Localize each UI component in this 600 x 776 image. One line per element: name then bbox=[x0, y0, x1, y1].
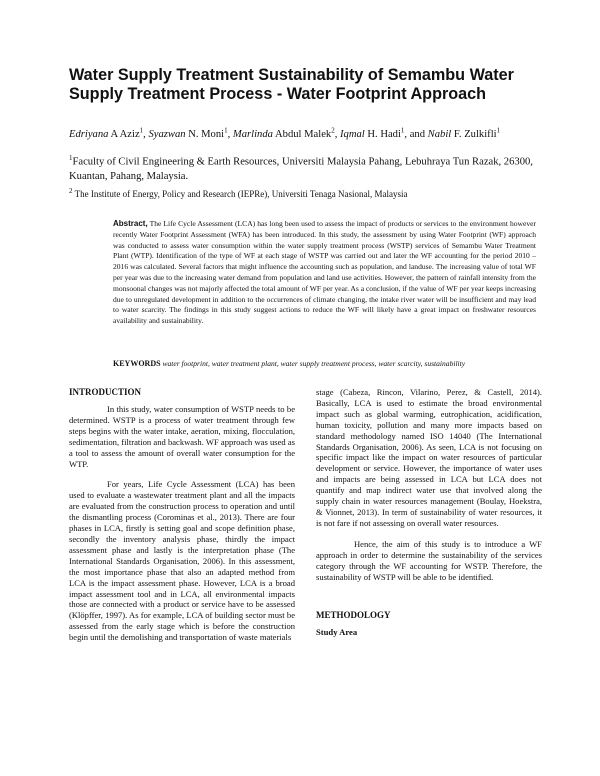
keywords-label: KEYWORDS bbox=[113, 359, 161, 368]
author bbox=[148, 126, 233, 140]
author-last-name: A Aziz bbox=[110, 128, 140, 140]
intro-paragraph-1: In this study, water consumption of WSTP needs to be determined. WSTP is a process of water treatment through few steps begins with the water intake, aeration, mixing, flocculation, sedimentation, filtration and backwash. WF approach was used as a tool to assess the amount of overall water consumption for the WTP. bbox=[69, 404, 295, 469]
author-separator: , bbox=[334, 128, 340, 140]
paper-title: Water Supply Treatment Sustainability of Semambu Water Supply Treatment Process - Water Footprint Approach bbox=[69, 66, 514, 103]
author-first-name: Nabil bbox=[427, 128, 452, 140]
author-affiliation-mark: 2 bbox=[331, 126, 335, 134]
affiliation-mark: 1 bbox=[69, 154, 73, 162]
keywords-text: water footprint, water treatment plant, water supply treatment process, water scarcity, sustainability bbox=[162, 359, 466, 368]
introduction-heading: INTRODUCTION bbox=[69, 387, 142, 397]
right-column bbox=[316, 387, 542, 638]
author-first-name: Syazwan bbox=[148, 128, 186, 140]
author-separator: , bbox=[143, 128, 149, 140]
author bbox=[427, 126, 501, 140]
author-last-name: N. Moni bbox=[188, 128, 225, 140]
author bbox=[69, 126, 149, 140]
author-separator: , and bbox=[404, 128, 428, 140]
right-paragraph-2: Hence, the aim of this study is to introduce a WF approach in order to determine the sustainability of the services category through the WF accounting for WSTP. Therefore, the sustainability of WSTP will be able to be identified. bbox=[316, 538, 542, 582]
affiliation-mark: 2 bbox=[69, 187, 73, 195]
author bbox=[232, 126, 340, 140]
author-affiliation-mark: 1 bbox=[400, 126, 405, 134]
study-area-heading: Study Area bbox=[316, 627, 358, 638]
abstract bbox=[113, 219, 536, 327]
author-first-name: Iqmal bbox=[340, 128, 365, 140]
author-affiliation-mark: 1 bbox=[139, 126, 144, 134]
abstract-label: Abstract, bbox=[113, 219, 148, 228]
abstract-text: The Life Cycle Assessment (LCA) has long been used to assess the impact of products or services to the environment however recently Water Footprint Assessment (WFA) has been introduced. In this study, the assessment by using Water Footprint (WF) approach was conducted to assess water consumption within the water supply treatment process (WSTP) services of Semambu Water Treatment Plant (WTP). Identification of the type of WF at each stage of WSTP was carried out and later the WF accounting for the period 2010 – 2016 was calculated. Several factors that might influence the accounting such as population, and landuse. The increasing value of total WF per year was due to the increasing water demand from population and land use activities. However, the pattern of rainfall intensity from the monsoonal changes was not majorly affected the total amount of WF per year. As a conclusion, if the value of WF per year keeps increasing due to unregulated development in addition to the occurrences of climate changing, the intake river water will be insufficient and may lead to water scarcity. The findings in this study suggest actions to reduce the WF will likely have a great impact on freshwater resources availability and sustainability. bbox=[113, 219, 536, 326]
affiliation-text: Faculty of Civil Engineering & Earth Resources, Universiti Malaysia Pahang, Lebuhraya Tun Razak, 26300, Kuantan, Pahang, Malaysia. bbox=[69, 156, 533, 182]
affiliation-2 bbox=[69, 184, 539, 201]
author-affiliation-mark: 1 bbox=[224, 126, 228, 134]
author-list bbox=[69, 124, 539, 141]
affiliation-text: The Institute of Energy, Policy and Research (IEPRe), Universiti Tenaga Nasional, Malaysia bbox=[74, 189, 408, 199]
author-separator: , bbox=[227, 128, 233, 140]
author-first-name: Edriyana bbox=[69, 128, 109, 140]
methodology-heading: METHODOLOGY bbox=[316, 610, 391, 621]
affiliation-1 bbox=[69, 151, 539, 184]
keywords bbox=[113, 359, 536, 369]
author bbox=[340, 126, 428, 140]
author-last-name: F. Zulkifli bbox=[453, 128, 497, 140]
author-last-name: H. Hadi bbox=[367, 128, 401, 140]
right-paragraph-1: stage (Cabeza, Rincon, Vilarino, Perez, & Castell, 2014). Basically, LCA is used to estimate the broad environmental impact such as global warming, eutrophication, acidification, human toxicity, pollution and many more impacts based on standard methodology named ISO 14040 (The International Standards Organisation, 2006). As seen, LCA is not focusing on specific impact like the impact on water resources of particular development or service. However, the importance of water uses and impacts are being assessed in LCA but LCA does not quantify and map indirect water use that involved along the supply chain in water resources management (Boulay, Hoekstra, & Vionnet, 2013). In term of sustainability of water resources, it is not fare if not assessing on overall water resources. bbox=[316, 387, 542, 528]
left-column bbox=[69, 387, 295, 653]
intro-paragraph-2: For years, Life Cycle Assessment (LCA) has been used to evaluate a wastewater treatment plant and all the impacts are evaluated from the construction process to operation and until the dismantling process (Corominas et al., 2013). There are four phases in LCA, firstly is setting goal and scope definition phase, secondly the inventory analysis phase, thirdly the impact assessment phase and lastly is the interpretation phase (The International Standards Organisation, 2006). In this assessment, the most importance phase that also an adapted method from LCA is the impact assessment phase. However, LCA is a broad impact assessment tool and in LCA, all environmental impacts those are connected with a product or service have to be assessed (Klöpffer, 1997). As for example, LCA of building sector must be assessed from the early stage which is before the construction begin until the demolishing and transportation of waste materials bbox=[69, 479, 295, 643]
author-first-name: Marlinda bbox=[232, 128, 273, 140]
author-last-name: Abdul Malek bbox=[275, 128, 332, 140]
author-affiliation-mark: 1 bbox=[496, 126, 501, 134]
